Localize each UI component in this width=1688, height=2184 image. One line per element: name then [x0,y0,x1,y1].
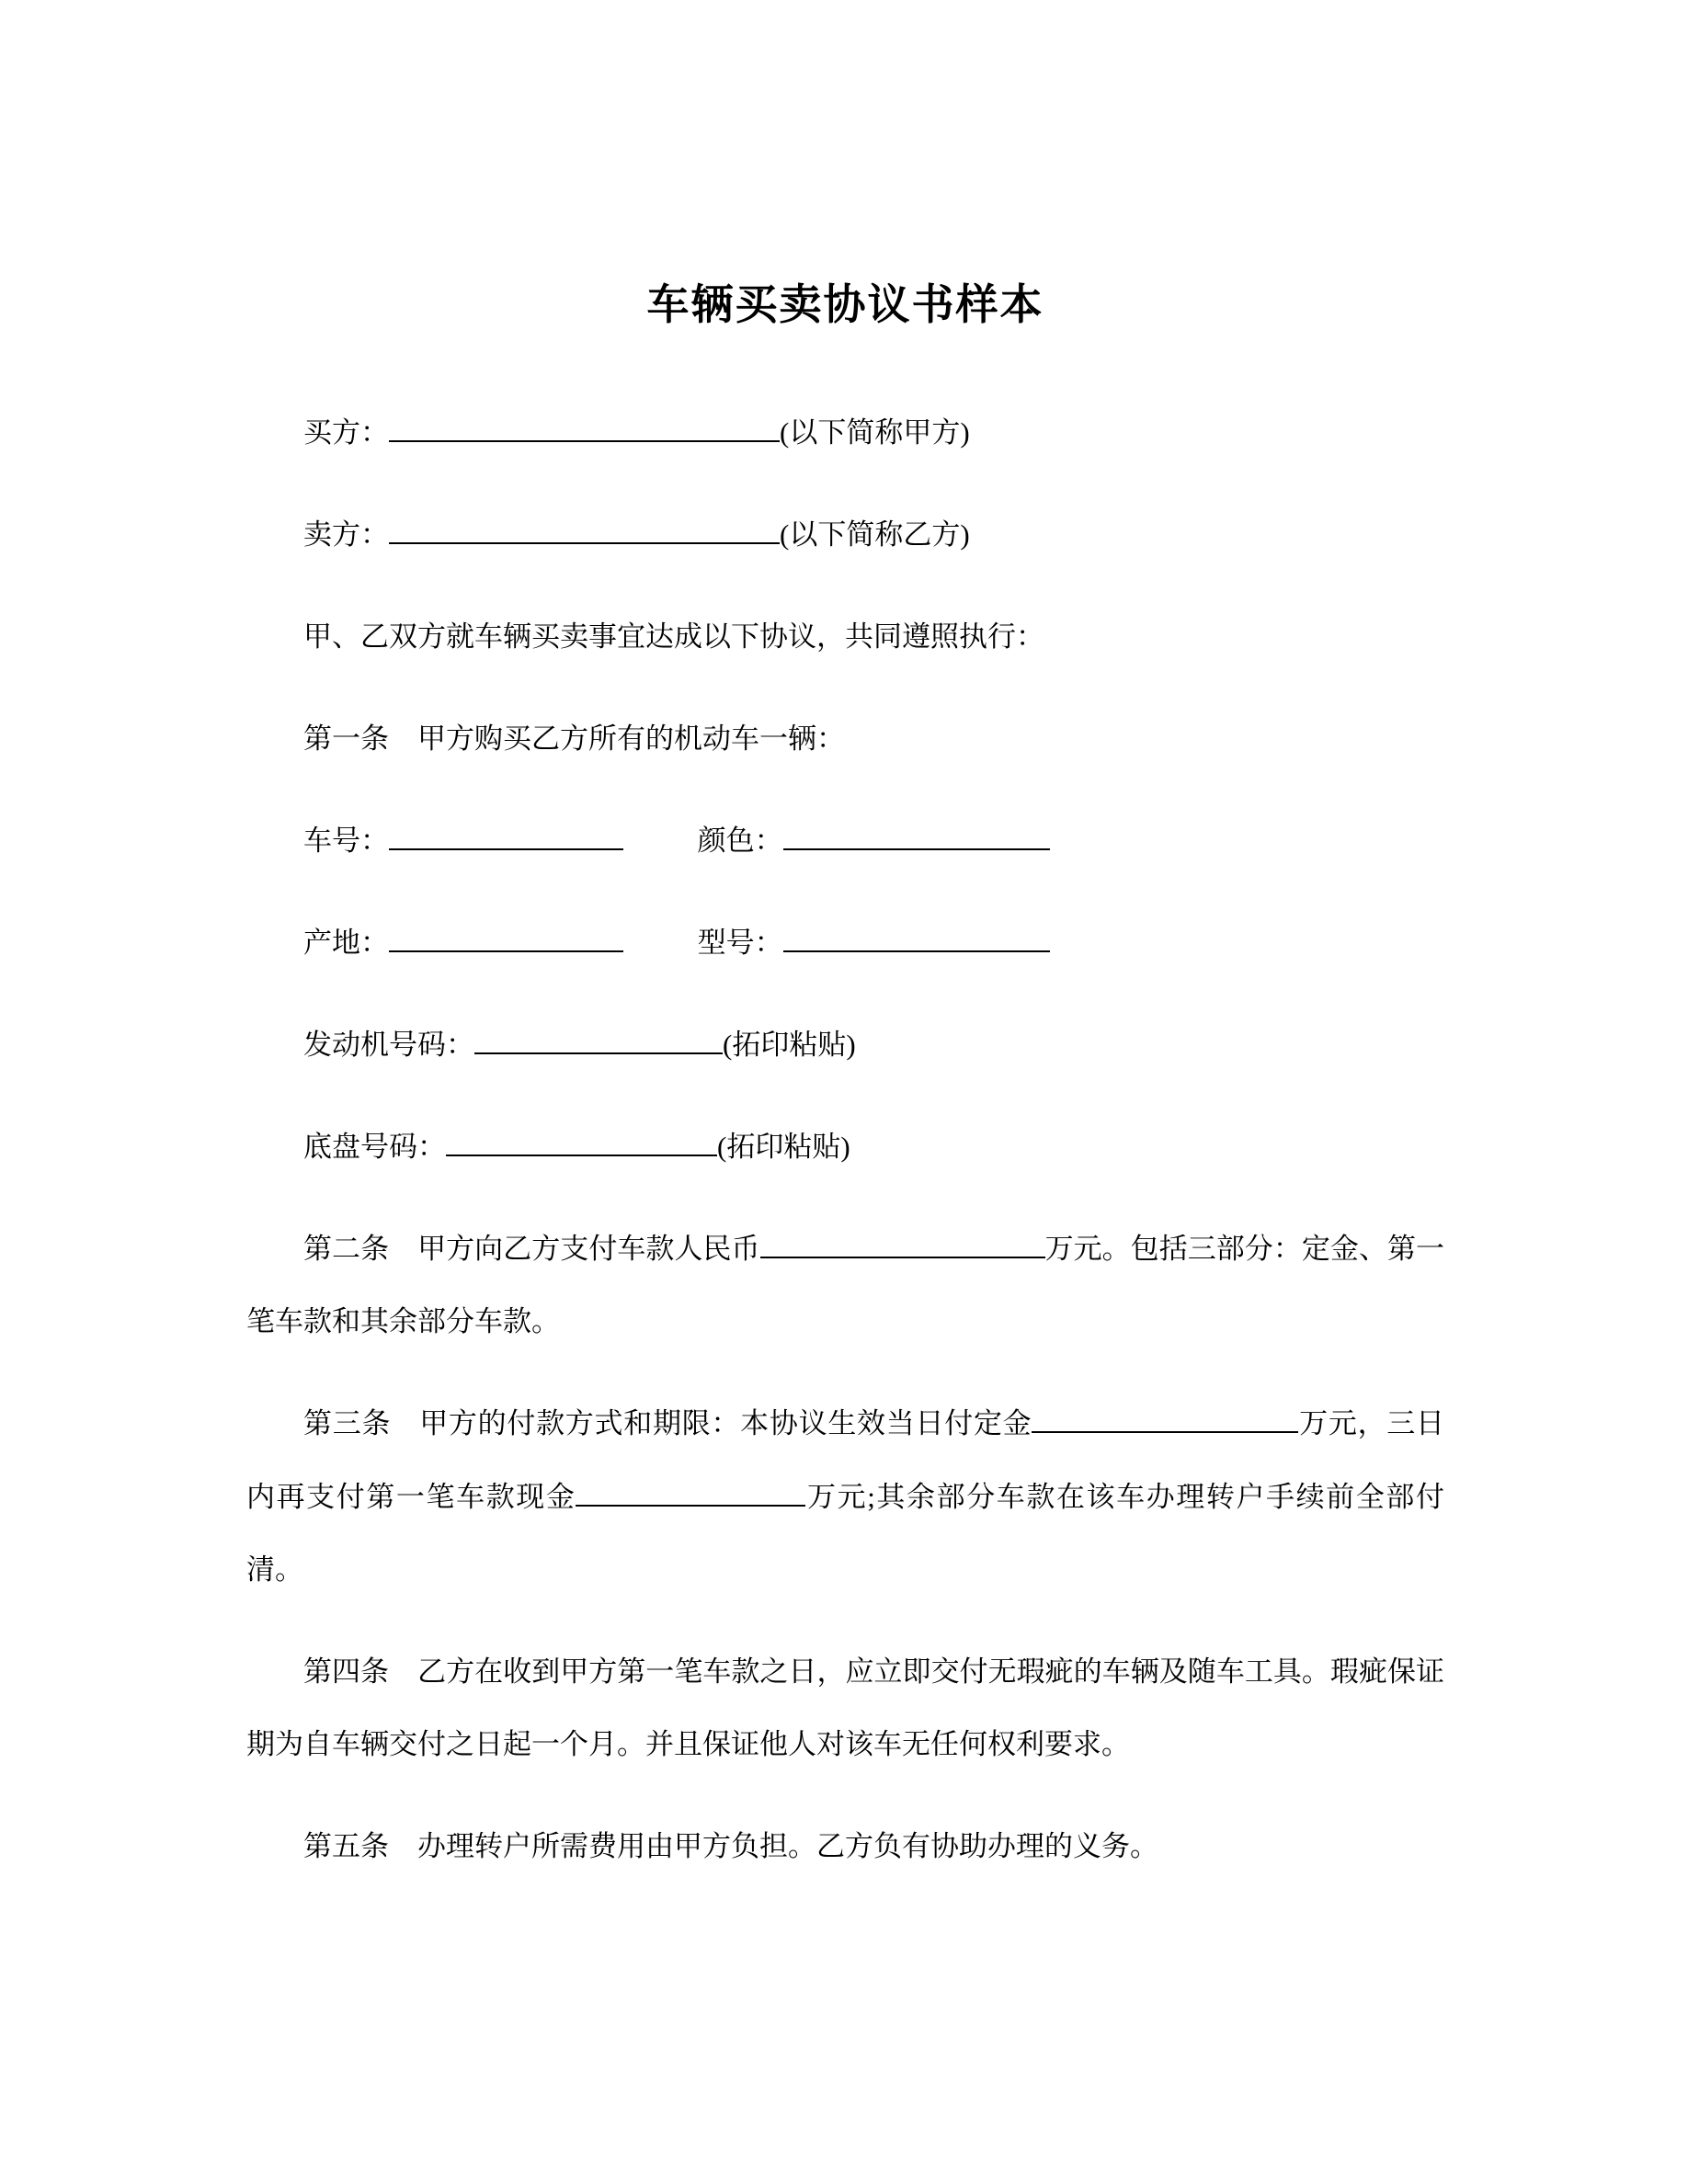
plate-label: 车号： [303,825,389,858]
clause-3-number: 第三条 [303,1407,392,1440]
color-label: 颜色： [697,825,783,858]
document-title: 车辆买卖协议书样本 [646,281,1044,328]
engine-label: 发动机号码： [303,1029,474,1062]
clause-2 [246,1212,1444,1358]
clause-1-number: 第一条 [303,722,389,756]
clause-5-number: 第五条 [303,1829,389,1862]
clause-4-number: 第四条 [303,1655,390,1688]
engine-number-line [246,1008,1444,1081]
seller-line [246,498,1444,571]
buyer-suffix: (以下简称甲方) [780,416,970,449]
clause-1-text: 甲方购买乙方所有的机动车一辆： [417,722,845,756]
model-label: 型号： [697,927,783,960]
buyer-name-blank [389,419,780,442]
seller-label: 卖方： [303,518,389,552]
origin-blank [389,929,623,952]
clause-1 [246,702,1444,775]
clause-3 [246,1387,1444,1605]
chassis-label: 底盘号码： [303,1131,446,1164]
clause-3-text-1: 甲方的付款方式和期限：本协议生效当日付定金 [419,1407,1032,1440]
seller-suffix: (以下简称乙方) [780,518,970,552]
seller-name-blank [389,521,780,544]
clause-4-text: 乙方在收到甲方第一笔车款之日，应立即交付无瑕疵的车辆及随车工具。瑕疵保证期为自车辆交付之日起一个月。并且保证他人对该车无任何权利要求。 [246,1655,1445,1760]
plate-color-line [246,804,1444,877]
clause-2-text-2: 万元。包括三部分：定金、第一笔车款和其余部分车款。 [246,1233,1445,1338]
color-blank [783,827,1050,850]
origin-label: 产地： [303,927,389,960]
clause-5-text: 办理转户所需费用由甲方负担。乙方负有协助办理的义务。 [417,1829,1158,1862]
clause-2-amount-blank [760,1236,1045,1259]
clause-4 [246,1635,1444,1780]
buyer-line [246,396,1444,469]
model-blank [783,929,1050,952]
intro-paragraph: 甲、乙双方就车辆买卖事宜达成以下协议，共同遵照执行： [303,620,1044,654]
chassis-suffix: (拓印粘贴) [717,1131,850,1164]
engine-suffix: (拓印粘贴) [723,1029,856,1062]
buyer-label: 买方： [303,416,389,449]
chassis-blank [446,1134,717,1157]
plate-blank [389,827,623,850]
clause-2-number: 第二条 [303,1233,390,1266]
clause-5 [246,1810,1444,1883]
clause-3-text-2: 万元，三日内再支付第一笔车款现金 [246,1407,1445,1513]
chassis-number-line [246,1110,1444,1183]
clause-3-payment-blank [576,1484,805,1507]
origin-model-line [246,906,1444,979]
engine-blank [474,1031,723,1054]
clause-2-text-1: 甲方向乙方支付车款人民币 [417,1233,760,1266]
clause-3-deposit-blank [1032,1411,1298,1434]
clause-3-text-3: 万元;其余部分车款在该车办理转户手续前全部付清。 [246,1480,1444,1586]
